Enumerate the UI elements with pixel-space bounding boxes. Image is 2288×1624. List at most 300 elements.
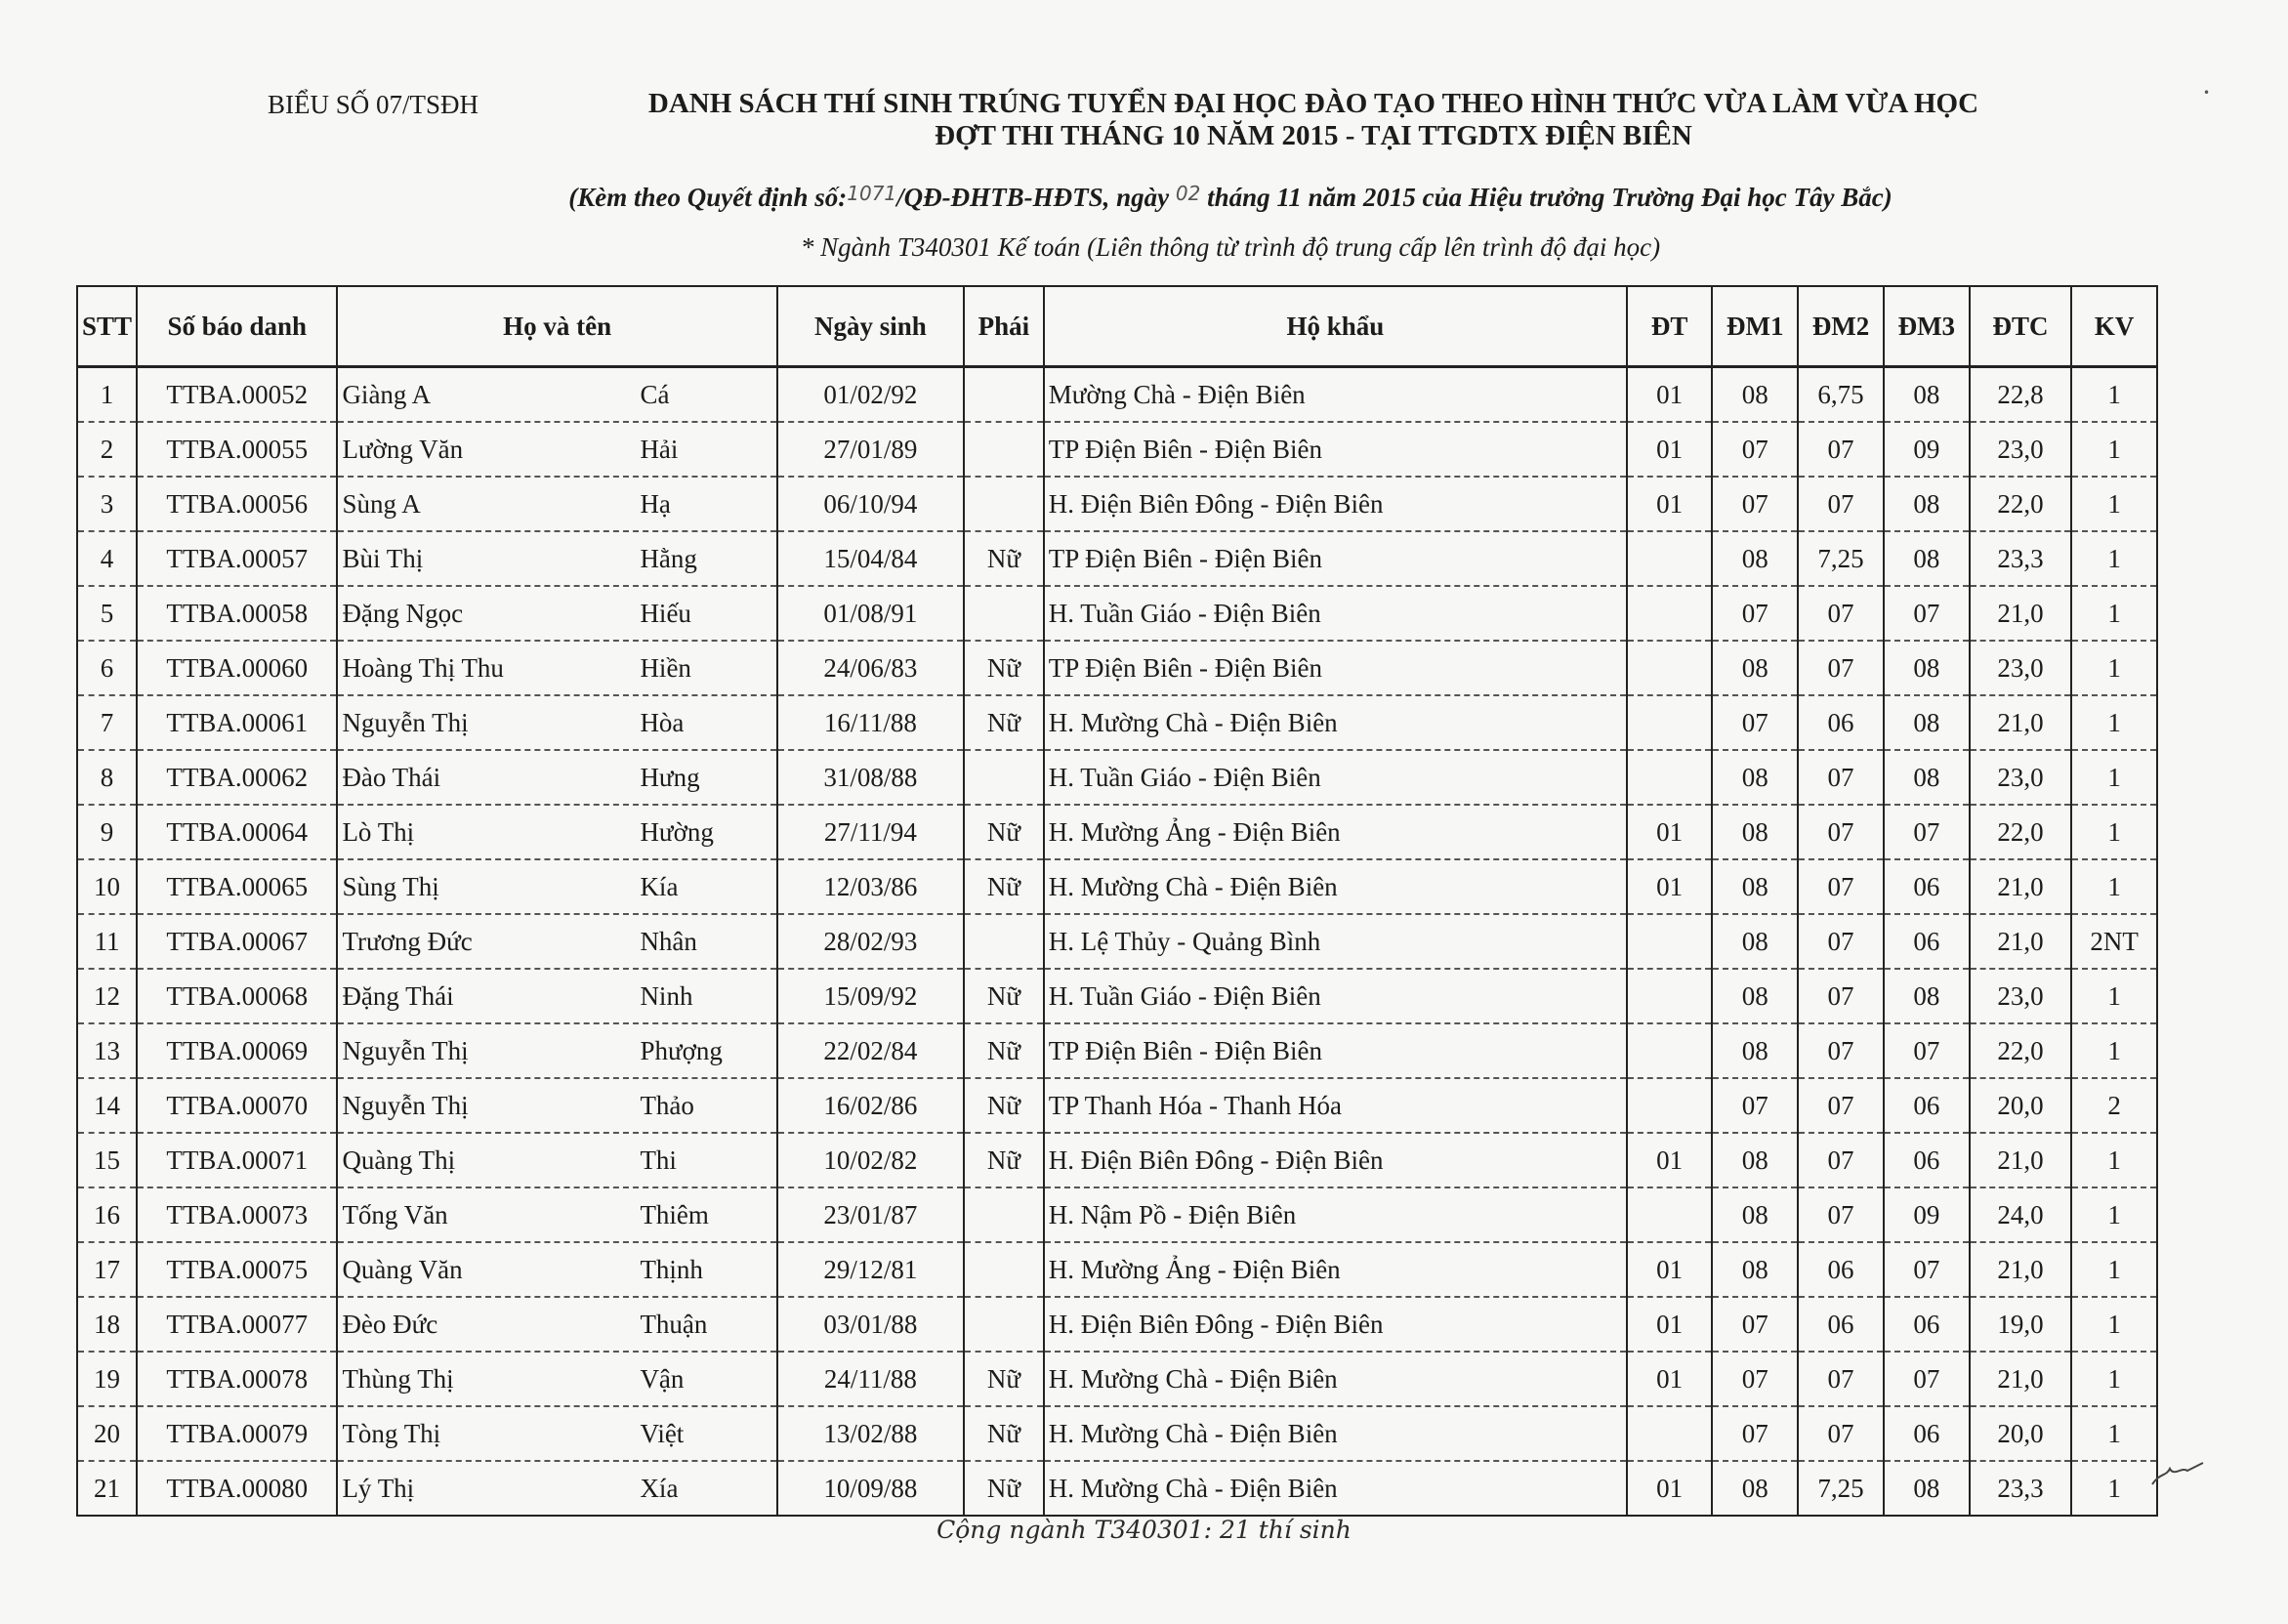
cell-dm2: 07 (1798, 914, 1884, 969)
cell-kv: 1 (2071, 750, 2157, 805)
cell-dm2: 07 (1798, 859, 1884, 914)
cell-dt: 01 (1627, 422, 1713, 477)
cell-kv: 1 (2071, 477, 2157, 531)
cell-dob: 03/01/88 (777, 1297, 964, 1352)
cell-dm2: 06 (1798, 1242, 1884, 1297)
cell-dtc: 21,0 (1970, 1242, 2072, 1297)
cell-sbd: TTBA.00057 (137, 531, 337, 586)
cell-full-name (337, 367, 776, 423)
cell-dm1: 07 (1712, 1297, 1798, 1352)
cell-dm1: 08 (1712, 1242, 1798, 1297)
cell-full-name (337, 1133, 776, 1187)
cell-last-middle-name: Quàng Văn (342, 1254, 463, 1284)
cell-dm3: 07 (1884, 805, 1970, 859)
cell-dob: 10/09/88 (777, 1461, 964, 1516)
cell-first-name: Hường (640, 816, 714, 847)
table-row (77, 477, 2157, 531)
cell-dm3: 08 (1884, 695, 1970, 750)
cell-first-name: Thịnh (640, 1254, 703, 1284)
cell-kv: 1 (2071, 1461, 2157, 1516)
cell-kv: 1 (2071, 695, 2157, 750)
cell-dob: 27/01/89 (777, 422, 964, 477)
col-header-dtc: ĐTC (1970, 286, 2072, 367)
cell-dt: 01 (1627, 477, 1713, 531)
cell-last-middle-name: Đèo Đức (342, 1309, 438, 1339)
cell-last-middle-name: Nguyễn Thị (342, 1090, 469, 1120)
cell-dm3: 07 (1884, 586, 1970, 641)
table-header-row (77, 286, 2157, 367)
cell-sex (964, 367, 1044, 423)
cell-kv: 1 (2071, 586, 2157, 641)
cell-stt: 1 (77, 367, 137, 423)
cell-stt: 7 (77, 695, 137, 750)
cell-sex: Nữ (964, 859, 1044, 914)
cell-dt (1627, 641, 1713, 695)
cell-dm1: 08 (1712, 1461, 1798, 1516)
cell-full-name (337, 1078, 776, 1133)
summary-footer: Cộng ngành T340301: 21 thí sinh (936, 1516, 1352, 1544)
cell-sbd: TTBA.00070 (137, 1078, 337, 1133)
cell-last-middle-name: Giàng A (342, 379, 432, 409)
cell-last-middle-name: Tống Văn (342, 1199, 448, 1229)
cell-dm1: 07 (1712, 586, 1798, 641)
handwritten-decision-number: 1071 (847, 182, 897, 205)
table-row (77, 1023, 2157, 1078)
cell-sbd: TTBA.00060 (137, 641, 337, 695)
cell-dtc: 23,3 (1970, 531, 2072, 586)
cell-dm3: 06 (1884, 1297, 1970, 1352)
cell-last-middle-name: Đào Thái (342, 762, 441, 792)
cell-last-middle-name: Lường Văn (342, 434, 464, 464)
cell-sex (964, 1297, 1044, 1352)
decision-middle: /QĐ-ĐHTB-HĐTS, ngày (896, 183, 1170, 212)
cell-kv: 1 (2071, 1242, 2157, 1297)
cell-sbd: TTBA.00065 (137, 859, 337, 914)
cell-dm1: 08 (1712, 914, 1798, 969)
cell-stt: 17 (77, 1242, 137, 1297)
cell-dt: 01 (1627, 1461, 1713, 1516)
cell-full-name (337, 859, 776, 914)
cell-sbd: TTBA.00077 (137, 1297, 337, 1352)
cell-dm3: 07 (1884, 1023, 1970, 1078)
cell-kv: 1 (2071, 367, 2157, 423)
cell-first-name: Thi (640, 1145, 677, 1175)
cell-dtc: 21,0 (1970, 586, 2072, 641)
col-header-name: Họ và tên (337, 286, 776, 367)
cell-addr: H. Điện Biên Đông - Điện Biên (1044, 477, 1627, 531)
cell-addr: H. Mường Chà - Điện Biên (1044, 1352, 1627, 1406)
cell-dt: 01 (1627, 1242, 1713, 1297)
cell-dob: 13/02/88 (777, 1406, 964, 1461)
cell-stt: 15 (77, 1133, 137, 1187)
cell-sex: Nữ (964, 1133, 1044, 1187)
cell-dob: 10/02/82 (777, 1133, 964, 1187)
cell-addr: H. Điện Biên Đông - Điện Biên (1044, 1297, 1627, 1352)
cell-sbd: TTBA.00068 (137, 969, 337, 1023)
decision-suffix: tháng 11 năm 2015 của Hiệu trưởng Trường Đại học Tây Bắc) (1207, 183, 1893, 212)
cell-stt: 16 (77, 1187, 137, 1242)
cell-dob: 22/02/84 (777, 1023, 964, 1078)
cell-dm2: 07 (1798, 586, 1884, 641)
cell-dm1: 08 (1712, 1133, 1798, 1187)
cell-dm2: 06 (1798, 695, 1884, 750)
cell-sex (964, 422, 1044, 477)
cell-dm1: 08 (1712, 859, 1798, 914)
cell-kv: 1 (2071, 1406, 2157, 1461)
cell-dm3: 06 (1884, 859, 1970, 914)
cell-addr: H. Nậm Pồ - Điện Biên (1044, 1187, 1627, 1242)
cell-last-middle-name: Bùi Thị (342, 543, 424, 573)
cell-dob: 16/11/88 (777, 695, 964, 750)
cell-sex: Nữ (964, 1023, 1044, 1078)
cell-sbd: TTBA.00071 (137, 1133, 337, 1187)
cell-dm2: 06 (1798, 1297, 1884, 1352)
cell-sbd: TTBA.00069 (137, 1023, 337, 1078)
cell-dtc: 22,0 (1970, 805, 2072, 859)
cell-sex: Nữ (964, 1461, 1044, 1516)
cell-kv: 2 (2071, 1078, 2157, 1133)
cell-addr: H. Tuần Giáo - Điện Biên (1044, 750, 1627, 805)
cell-dm2: 07 (1798, 969, 1884, 1023)
cell-last-middle-name: Lò Thị (342, 816, 415, 847)
cell-dm3: 07 (1884, 1352, 1970, 1406)
cell-dob: 15/04/84 (777, 531, 964, 586)
cell-full-name (337, 805, 776, 859)
cell-stt: 14 (77, 1078, 137, 1133)
cell-dm1: 08 (1712, 367, 1798, 423)
cell-full-name (337, 695, 776, 750)
table-body (77, 367, 2157, 1517)
cell-dm1: 08 (1712, 750, 1798, 805)
cell-first-name: Phượng (640, 1035, 723, 1065)
cell-kv: 1 (2071, 1133, 2157, 1187)
cell-sex (964, 750, 1044, 805)
cell-kv: 1 (2071, 859, 2157, 914)
scan-dot: • (2203, 86, 2211, 100)
cell-dtc: 23,0 (1970, 969, 2072, 1023)
cell-full-name (337, 1352, 776, 1406)
cell-dm1: 07 (1712, 422, 1798, 477)
cell-sex: Nữ (964, 1406, 1044, 1461)
cell-kv: 1 (2071, 1352, 2157, 1406)
cell-dm2: 07 (1798, 1187, 1884, 1242)
handwritten-initial-mark (2148, 1455, 2207, 1494)
cell-dm1: 07 (1712, 695, 1798, 750)
cell-sex (964, 1187, 1044, 1242)
cell-sbd: TTBA.00080 (137, 1461, 337, 1516)
cell-addr: H. Mường Ảng - Điện Biên (1044, 1242, 1627, 1297)
cell-addr: H. Mường Chà - Điện Biên (1044, 859, 1627, 914)
table-row (77, 1406, 2157, 1461)
candidate-table (76, 285, 2158, 1517)
decision-prefix: (Kèm theo Quyết định số: (568, 183, 848, 212)
col-header-dm2: ĐM2 (1798, 286, 1884, 367)
cell-kv: 1 (2071, 641, 2157, 695)
table-row (77, 586, 2157, 641)
col-header-sbd: Số báo danh (137, 286, 337, 367)
cell-last-middle-name: Sùng A (342, 488, 421, 519)
cell-dm1: 08 (1712, 531, 1798, 586)
cell-dob: 31/08/88 (777, 750, 964, 805)
cell-sex (964, 1242, 1044, 1297)
cell-dtc: 22,0 (1970, 1023, 2072, 1078)
cell-addr: TP Điện Biên - Điện Biên (1044, 1023, 1627, 1078)
cell-dtc: 21,0 (1970, 695, 2072, 750)
cell-dtc: 21,0 (1970, 914, 2072, 969)
cell-dt (1627, 750, 1713, 805)
cell-sex (964, 586, 1044, 641)
cell-dm3: 07 (1884, 1242, 1970, 1297)
cell-last-middle-name: Nguyễn Thị (342, 707, 469, 737)
table-row (77, 1297, 2157, 1352)
cell-sex: Nữ (964, 805, 1044, 859)
col-header-sex: Phái (964, 286, 1044, 367)
table-row (77, 1242, 2157, 1297)
cell-stt: 4 (77, 531, 137, 586)
cell-dt (1627, 695, 1713, 750)
cell-full-name (337, 641, 776, 695)
table-row (77, 1078, 2157, 1133)
handwritten-decision-day: 02 (1175, 182, 1201, 205)
cell-last-middle-name: Quàng Thị (342, 1145, 456, 1175)
cell-first-name: Cá (640, 379, 670, 409)
table-row (77, 1133, 2157, 1187)
cell-kv: 1 (2071, 531, 2157, 586)
cell-full-name (337, 969, 776, 1023)
cell-sbd: TTBA.00058 (137, 586, 337, 641)
decision-reference (459, 182, 2002, 213)
col-header-address: Hộ khẩu (1044, 286, 1627, 367)
cell-dm1: 08 (1712, 969, 1798, 1023)
cell-dob: 23/01/87 (777, 1187, 964, 1242)
cell-kv: 1 (2071, 805, 2157, 859)
cell-full-name (337, 1242, 776, 1297)
cell-full-name (337, 1023, 776, 1078)
cell-sbd: TTBA.00052 (137, 367, 337, 423)
table-row (77, 805, 2157, 859)
table-row (77, 695, 2157, 750)
cell-dm3: 08 (1884, 969, 1970, 1023)
cell-last-middle-name: Lý Thị (342, 1473, 415, 1503)
cell-first-name: Hạ (640, 488, 671, 519)
cell-addr: TP Điện Biên - Điện Biên (1044, 641, 1627, 695)
cell-first-name: Hải (640, 434, 679, 464)
cell-first-name: Thảo (640, 1090, 694, 1120)
cell-dtc: 23,0 (1970, 750, 2072, 805)
cell-first-name: Hiếu (640, 598, 691, 628)
cell-dm1: 07 (1712, 1406, 1798, 1461)
cell-sbd: TTBA.00061 (137, 695, 337, 750)
cell-addr: H. Tuần Giáo - Điện Biên (1044, 586, 1627, 641)
cell-dtc: 21,0 (1970, 859, 2072, 914)
cell-kv: 1 (2071, 422, 2157, 477)
cell-dob: 01/02/92 (777, 367, 964, 423)
cell-dm3: 09 (1884, 1187, 1970, 1242)
cell-dt (1627, 969, 1713, 1023)
cell-addr: H. Mường Chà - Điện Biên (1044, 695, 1627, 750)
cell-first-name: Vận (640, 1363, 685, 1394)
cell-dm2: 07 (1798, 1023, 1884, 1078)
cell-full-name (337, 1461, 776, 1516)
cell-dm1: 07 (1712, 477, 1798, 531)
cell-addr: TP Điện Biên - Điện Biên (1044, 422, 1627, 477)
cell-dt (1627, 531, 1713, 586)
cell-sex (964, 477, 1044, 531)
cell-sex: Nữ (964, 1078, 1044, 1133)
cell-dm1: 07 (1712, 1352, 1798, 1406)
cell-dt: 01 (1627, 859, 1713, 914)
title-line-1: DANH SÁCH THÍ SINH TRÚNG TUYỂN ĐẠI HỌC ĐÀO TẠO THEO HÌNH THỨC VỪA LÀM VỪA HỌC (647, 88, 1979, 119)
cell-dm3: 08 (1884, 531, 1970, 586)
cell-sbd: TTBA.00078 (137, 1352, 337, 1406)
cell-kv: 1 (2071, 1297, 2157, 1352)
cell-last-middle-name: Tòng Thị (342, 1418, 441, 1448)
cell-dm3: 08 (1884, 750, 1970, 805)
cell-dm2: 07 (1798, 750, 1884, 805)
cell-dt (1627, 586, 1713, 641)
cell-dob: 28/02/93 (777, 914, 964, 969)
cell-addr: Mường Chà - Điện Biên (1044, 367, 1627, 423)
cell-dtc: 23,0 (1970, 422, 2072, 477)
cell-dm3: 08 (1884, 1461, 1970, 1516)
cell-last-middle-name: Trương Đức (342, 926, 473, 956)
cell-first-name: Hiền (640, 652, 691, 683)
cell-dtc: 24,0 (1970, 1187, 2072, 1242)
cell-full-name (337, 914, 776, 969)
col-header-stt: STT (77, 286, 137, 367)
cell-dt: 01 (1627, 805, 1713, 859)
cell-stt: 10 (77, 859, 137, 914)
cell-dob: 24/06/83 (777, 641, 964, 695)
cell-sbd: TTBA.00067 (137, 914, 337, 969)
cell-dm3: 09 (1884, 422, 1970, 477)
cell-stt: 18 (77, 1297, 137, 1352)
cell-addr: TP Thanh Hóa - Thanh Hóa (1044, 1078, 1627, 1133)
cell-stt: 2 (77, 422, 137, 477)
cell-dt (1627, 914, 1713, 969)
cell-stt: 11 (77, 914, 137, 969)
cell-dt (1627, 1023, 1713, 1078)
cell-dt: 01 (1627, 1297, 1713, 1352)
cell-first-name: Nhân (640, 926, 697, 956)
cell-sex: Nữ (964, 531, 1044, 586)
cell-dob: 24/11/88 (777, 1352, 964, 1406)
cell-sbd: TTBA.00075 (137, 1242, 337, 1297)
cell-sex: Nữ (964, 969, 1044, 1023)
cell-sex (964, 914, 1044, 969)
cell-first-name: Thiêm (640, 1199, 709, 1229)
cell-sbd: TTBA.00064 (137, 805, 337, 859)
cell-stt: 5 (77, 586, 137, 641)
cell-last-middle-name: Đặng Thái (342, 980, 454, 1011)
form-code: BIỂU SỐ 07/TSĐH (268, 90, 479, 119)
cell-dtc: 20,0 (1970, 1078, 2072, 1133)
cell-sbd: TTBA.00055 (137, 422, 337, 477)
cell-first-name: Xía (640, 1473, 679, 1503)
cell-dm3: 08 (1884, 477, 1970, 531)
cell-dob: 29/12/81 (777, 1242, 964, 1297)
cell-dt (1627, 1078, 1713, 1133)
col-header-dm3: ĐM3 (1884, 286, 1970, 367)
cell-sbd: TTBA.00056 (137, 477, 337, 531)
cell-kv: 1 (2071, 1187, 2157, 1242)
cell-stt: 8 (77, 750, 137, 805)
cell-dtc: 22,8 (1970, 367, 2072, 423)
col-header-kv: KV (2071, 286, 2157, 367)
cell-first-name: Hòa (640, 707, 685, 737)
cell-sex: Nữ (964, 1352, 1044, 1406)
cell-dt: 01 (1627, 1352, 1713, 1406)
cell-dm2: 07 (1798, 1078, 1884, 1133)
major-subtitle: * Ngành T340301 Kế toán (Liên thông từ trình độ trung cấp lên trình độ đại học) (800, 232, 1661, 262)
cell-stt: 13 (77, 1023, 137, 1078)
cell-full-name (337, 586, 776, 641)
cell-stt: 20 (77, 1406, 137, 1461)
cell-full-name (337, 1406, 776, 1461)
cell-first-name: Việt (640, 1418, 685, 1448)
cell-stt: 12 (77, 969, 137, 1023)
table-row (77, 367, 2157, 423)
cell-dob: 27/11/94 (777, 805, 964, 859)
cell-dm1: 08 (1712, 1023, 1798, 1078)
cell-last-middle-name: Nguyễn Thị (342, 1035, 469, 1065)
cell-stt: 3 (77, 477, 137, 531)
cell-stt: 6 (77, 641, 137, 695)
cell-kv: 2NT (2071, 914, 2157, 969)
cell-addr: H. Tuần Giáo - Điện Biên (1044, 969, 1627, 1023)
table-row (77, 969, 2157, 1023)
cell-stt: 19 (77, 1352, 137, 1406)
col-header-dt: ĐT (1627, 286, 1713, 367)
cell-sex: Nữ (964, 641, 1044, 695)
cell-sbd: TTBA.00062 (137, 750, 337, 805)
cell-dtc: 20,0 (1970, 1406, 2072, 1461)
cell-full-name (337, 1187, 776, 1242)
cell-full-name (337, 531, 776, 586)
cell-dm2: 07 (1798, 805, 1884, 859)
cell-addr: H. Lệ Thủy - Quảng Bình (1044, 914, 1627, 969)
cell-dm3: 06 (1884, 914, 1970, 969)
cell-dob: 15/09/92 (777, 969, 964, 1023)
cell-last-middle-name: Đặng Ngọc (342, 598, 464, 628)
cell-stt: 21 (77, 1461, 137, 1516)
table-row (77, 914, 2157, 969)
table-row (77, 859, 2157, 914)
cell-full-name (337, 750, 776, 805)
cell-dob: 12/03/86 (777, 859, 964, 914)
cell-first-name: Kía (640, 871, 679, 901)
cell-first-name: Thuận (640, 1309, 708, 1339)
cell-dm3: 06 (1884, 1406, 1970, 1461)
cell-dm2: 07 (1798, 477, 1884, 531)
cell-addr: H. Mường Ảng - Điện Biên (1044, 805, 1627, 859)
cell-dm3: 06 (1884, 1078, 1970, 1133)
cell-dob: 16/02/86 (777, 1078, 964, 1133)
cell-sbd: TTBA.00073 (137, 1187, 337, 1242)
cell-dob: 06/10/94 (777, 477, 964, 531)
cell-dm1: 08 (1712, 641, 1798, 695)
cell-dm1: 08 (1712, 805, 1798, 859)
cell-addr: H. Điện Biên Đông - Điện Biên (1044, 1133, 1627, 1187)
table-row (77, 641, 2157, 695)
cell-dm1: 07 (1712, 1078, 1798, 1133)
cell-dtc: 19,0 (1970, 1297, 2072, 1352)
cell-dm2: 07 (1798, 1352, 1884, 1406)
table-row (77, 750, 2157, 805)
cell-stt: 9 (77, 805, 137, 859)
cell-kv: 1 (2071, 969, 2157, 1023)
cell-dm2: 07 (1798, 641, 1884, 695)
